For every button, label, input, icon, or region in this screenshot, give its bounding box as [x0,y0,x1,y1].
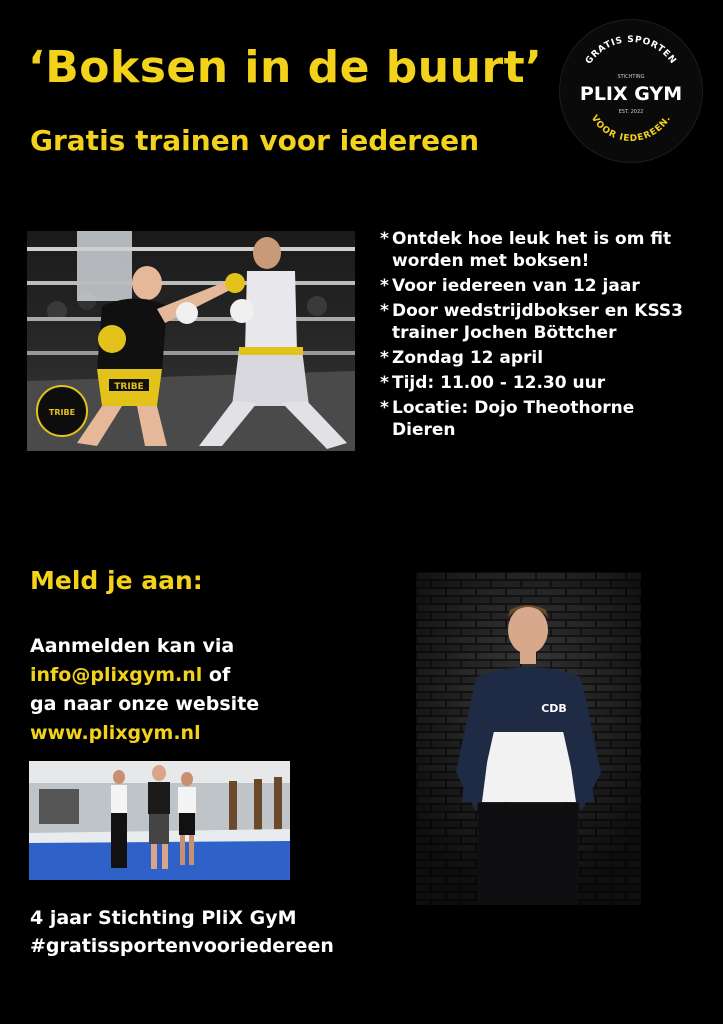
bullet-symbol: * [380,348,389,368]
bullet-symbol: * [380,301,389,321]
info-item: * Voor iedereen van 12 jaar [380,276,640,296]
logo-brand: PLIX GYM [579,83,683,105]
footer-text [30,904,334,960]
logo-bottom-text: VOOR IEDEREEN. [588,113,674,145]
footer-hashtag: #gratissportenvooriedereen [30,935,334,957]
boxing-match-photo [27,231,355,451]
signup-heading: Meld je aan: [30,566,203,595]
tribe-badge: TRIBE [48,408,76,417]
signup-line1: Aanmelden kan via [30,635,235,657]
page-subtitle: Gratis trainen voor iedereen [30,124,479,157]
info-item: * Door wedstrijdbokser en KSS3 trainer Jochen Böttcher [380,301,684,343]
page-title: ‘Boksen in de buurt’ [28,42,543,93]
info-item: * Tijd: 11.00 - 12.30 uur [380,373,606,393]
info-item: * Zondag 12 april [380,348,544,368]
logo-est: EST. 2022 [618,109,644,115]
jacket-text: CDB [541,702,567,715]
plix-gym-logo [560,20,702,162]
trunk-text: TRIBE [114,382,144,392]
trainer-photo [416,572,641,905]
website-link[interactable]: www.plixgym.nl [30,722,201,744]
info-item: * Ontdek hoe leuk het is om fit worden met boksen! [380,229,672,271]
footer-line1: 4 jaar Stichting PliX GyM [30,907,297,929]
signup-of: of [202,664,231,686]
bullet-symbol: * [380,229,389,249]
event-info-list [380,228,710,444]
info-item: * Locatie: Dojo Theothorne Dieren [380,398,635,440]
gym-group-photo [29,761,290,880]
bullet-symbol: * [380,276,389,296]
signup-line3: ga naar onze website [30,693,260,715]
bullet-symbol: * [380,398,389,418]
signup-text [30,632,259,748]
email-link[interactable]: info@plixgym.nl [30,664,203,686]
logo-emblem [560,20,702,162]
logo-top-text: GRATIS SPORTEN [583,34,679,67]
logo-small-text: STICHTING [617,74,645,80]
bullet-symbol: * [380,373,389,393]
